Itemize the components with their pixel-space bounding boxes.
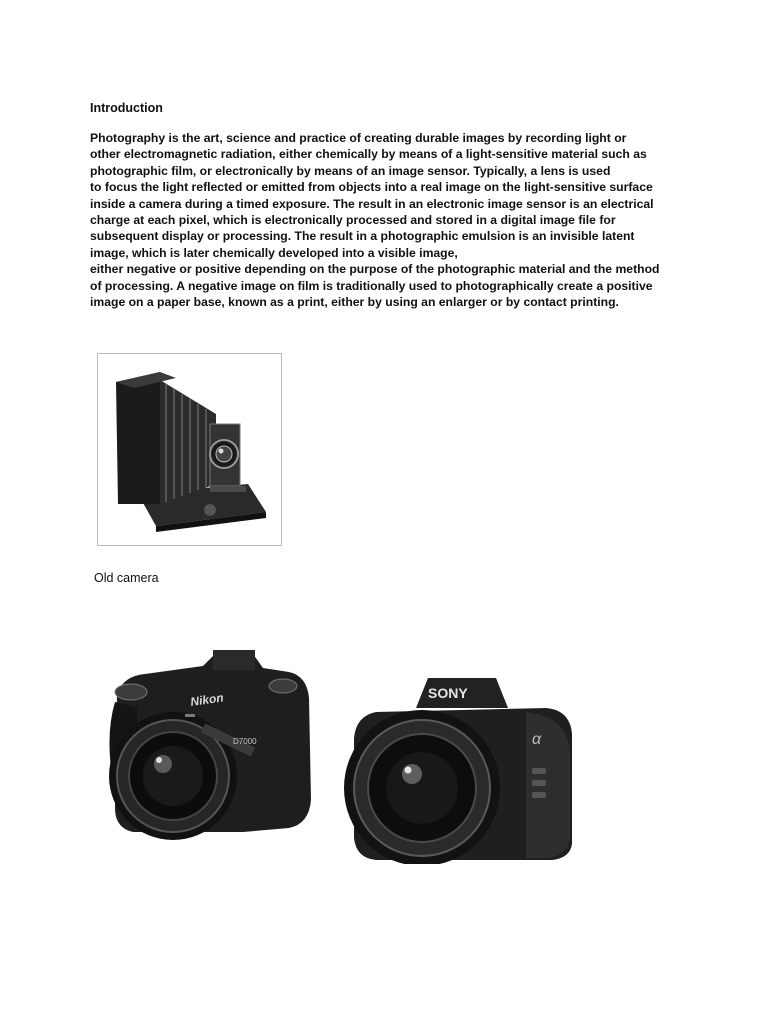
old-camera-photo	[97, 353, 282, 546]
old-camera-caption: Old camera	[94, 571, 159, 585]
nikon-brand-label: Nikon	[189, 690, 225, 709]
nikon-model-label: D7000	[233, 737, 257, 746]
paragraph-line: Photography is the art, science and practice of creating durable images by recording light or	[90, 131, 627, 145]
paragraph-line: either negative or positive depending on the purpose of the photographic material and the method	[90, 262, 660, 277]
nikon-camera-photo	[93, 632, 329, 858]
heading-introduction: Introduction	[90, 101, 163, 115]
paragraph-line: charge at each pixel, which is electronically processed and stored in a digital image file for	[90, 213, 616, 228]
paragraph-line: image, which is later chemically developed into a visible image,	[90, 245, 458, 260]
sony-alpha-mark: α	[532, 731, 542, 748]
paragraph-line: image on a paper base, known as a print, either by using an enlarger or by contact printing.	[90, 295, 619, 310]
paragraph-line: subsequent display or processing. The result in a photographic emulsion is an invisible latent	[90, 229, 635, 244]
intro-paragraph	[90, 130, 690, 310]
paragraph-line: of processing. A negative image on film is traditionally used to photographically create a positive	[90, 278, 653, 293]
sony-camera-photo	[336, 668, 576, 864]
paragraph-line: other electromagnetic radiation, either chemically by means of a light-sensitive material such as	[90, 147, 647, 162]
paragraph-line: inside a camera during a timed exposure. The result in an electronic image sensor is an electrical	[90, 196, 654, 211]
sony-camera-illustration	[336, 668, 576, 864]
sony-brand-label: SONY	[428, 685, 468, 701]
paragraph-line: to focus the light reflected or emitted from objects into a real image on the light-sensitive surface	[90, 180, 653, 195]
old-camera-illustration	[98, 354, 281, 545]
nikon-camera-illustration	[93, 632, 329, 858]
paragraph-line: photographic film, or electronically by means of an image sensor. Typically, a lens is used	[90, 163, 611, 178]
